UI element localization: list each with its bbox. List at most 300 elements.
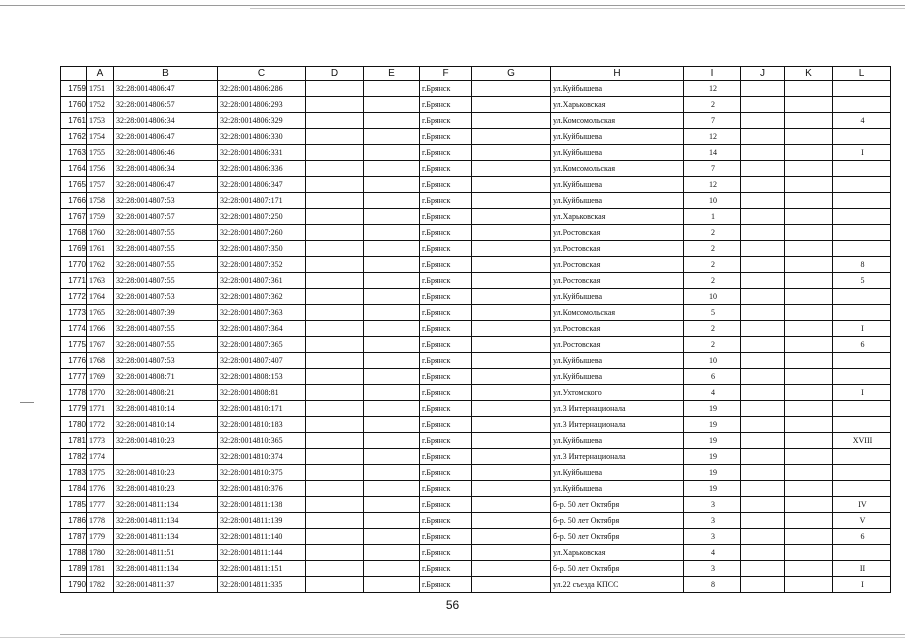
cell-d[interactable] [306,417,364,433]
cell-k[interactable] [785,81,833,97]
cell-c[interactable]: 32:28:0014807:364 [218,321,306,337]
cell-j[interactable] [741,321,785,337]
cell-h[interactable]: ул.Харьковская [551,97,684,113]
cell-l[interactable] [833,241,891,257]
cell-g[interactable] [472,225,551,241]
cell-i[interactable]: 2 [684,97,741,113]
cell-j[interactable] [741,385,785,401]
row-number-cell[interactable]: 1776 [61,353,87,369]
cell-j[interactable] [741,305,785,321]
cell-i[interactable]: 19 [684,481,741,497]
cell-d[interactable] [306,433,364,449]
cell-i[interactable]: 2 [684,273,741,289]
column-header-b[interactable]: B [114,67,218,81]
cell-g[interactable] [472,465,551,481]
cell-j[interactable] [741,257,785,273]
cell-a[interactable]: 1782 [87,577,114,593]
cell-i[interactable]: 6 [684,369,741,385]
row-number-cell[interactable]: 1788 [61,545,87,561]
cell-a[interactable]: 1767 [87,337,114,353]
column-header-i[interactable]: I [684,67,741,81]
cell-h[interactable]: ул.Куйбышева [551,369,684,385]
cell-h[interactable]: ул.Ростовская [551,273,684,289]
cell-f[interactable]: г.Брянск [420,177,472,193]
cell-e[interactable] [364,353,420,369]
cell-j[interactable] [741,289,785,305]
cell-b[interactable]: 32:28:0014811:51 [114,545,218,561]
cell-i[interactable]: 19 [684,465,741,481]
cell-d[interactable] [306,145,364,161]
cell-f[interactable]: г.Брянск [420,289,472,305]
cell-e[interactable] [364,257,420,273]
cell-a[interactable]: 1781 [87,561,114,577]
cell-b[interactable]: 32:28:0014806:47 [114,81,218,97]
cell-f[interactable]: г.Брянск [420,353,472,369]
cell-j[interactable] [741,465,785,481]
cell-j[interactable] [741,513,785,529]
cell-h[interactable]: ул.Ростовская [551,321,684,337]
cell-k[interactable] [785,449,833,465]
cell-g[interactable] [472,289,551,305]
row-number-cell[interactable]: 1774 [61,321,87,337]
cell-c[interactable]: 32:28:0014806:331 [218,145,306,161]
cell-k[interactable] [785,529,833,545]
cell-c[interactable]: 32:28:0014811:138 [218,497,306,513]
cell-a[interactable]: 1766 [87,321,114,337]
cell-i[interactable]: 19 [684,433,741,449]
cell-k[interactable] [785,577,833,593]
column-header-c[interactable]: C [218,67,306,81]
row-number-cell[interactable]: 1775 [61,337,87,353]
cell-c[interactable]: 32:28:0014806:330 [218,129,306,145]
cell-e[interactable] [364,113,420,129]
cell-k[interactable] [785,161,833,177]
cell-k[interactable] [785,385,833,401]
cell-c[interactable]: 32:28:0014810:375 [218,465,306,481]
cell-l[interactable] [833,161,891,177]
cell-h[interactable]: б-р. 50 лет Октября [551,513,684,529]
cell-c[interactable]: 32:28:0014810:171 [218,401,306,417]
column-header-f[interactable]: F [420,67,472,81]
row-number-cell[interactable]: 1773 [61,305,87,321]
cell-d[interactable] [306,97,364,113]
cell-b[interactable]: 32:28:0014806:47 [114,177,218,193]
cell-e[interactable] [364,561,420,577]
cell-c[interactable]: 32:28:0014807:361 [218,273,306,289]
cell-j[interactable] [741,241,785,257]
cell-f[interactable]: г.Брянск [420,305,472,321]
cell-h[interactable]: ул.Куйбышева [551,353,684,369]
cell-g[interactable] [472,193,551,209]
cell-a[interactable]: 1773 [87,433,114,449]
cell-b[interactable]: 32:28:0014807:55 [114,225,218,241]
cell-l[interactable]: IV [833,497,891,513]
cell-l[interactable] [833,369,891,385]
cell-e[interactable] [364,209,420,225]
cell-g[interactable] [472,241,551,257]
cell-k[interactable] [785,337,833,353]
cell-a[interactable]: 1760 [87,225,114,241]
cell-a[interactable]: 1764 [87,289,114,305]
cell-h[interactable]: ул.Куйбышева [551,81,684,97]
cell-a[interactable]: 1771 [87,401,114,417]
cell-i[interactable]: 1 [684,209,741,225]
cell-d[interactable] [306,161,364,177]
cell-h[interactable]: ул.Куйбышева [551,129,684,145]
cell-l[interactable] [833,305,891,321]
cell-a[interactable]: 1761 [87,241,114,257]
cell-b[interactable] [114,449,218,465]
cell-b[interactable]: 32:28:0014811:134 [114,497,218,513]
cell-d[interactable] [306,481,364,497]
cell-d[interactable] [306,273,364,289]
cell-g[interactable] [472,481,551,497]
cell-l[interactable] [833,481,891,497]
cell-k[interactable] [785,289,833,305]
cell-e[interactable] [364,321,420,337]
cell-e[interactable] [364,337,420,353]
cell-c[interactable]: 32:28:0014811:140 [218,529,306,545]
cell-g[interactable] [472,97,551,113]
cell-b[interactable]: 32:28:0014811:37 [114,577,218,593]
cell-b[interactable]: 32:28:0014806:34 [114,113,218,129]
cell-i[interactable]: 12 [684,81,741,97]
cell-h[interactable]: б-р. 50 лет Октября [551,497,684,513]
cell-h[interactable]: ул.Комсомольская [551,113,684,129]
cell-l[interactable] [833,129,891,145]
cell-c[interactable]: 32:28:0014811:139 [218,513,306,529]
row-number-cell[interactable]: 1760 [61,97,87,113]
corner-header-cell[interactable] [61,67,87,81]
cell-a[interactable]: 1779 [87,529,114,545]
cell-c[interactable]: 32:28:0014806:336 [218,161,306,177]
cell-d[interactable] [306,177,364,193]
cell-k[interactable] [785,241,833,257]
cell-c[interactable]: 32:28:0014810:365 [218,433,306,449]
cell-g[interactable] [472,273,551,289]
cell-j[interactable] [741,353,785,369]
column-header-l[interactable]: L [833,67,891,81]
cell-d[interactable] [306,81,364,97]
cell-d[interactable] [306,353,364,369]
cell-j[interactable] [741,97,785,113]
cell-f[interactable]: г.Брянск [420,433,472,449]
cell-k[interactable] [785,433,833,449]
cell-a[interactable]: 1774 [87,449,114,465]
cell-g[interactable] [472,385,551,401]
row-number-cell[interactable]: 1762 [61,129,87,145]
cell-a[interactable]: 1768 [87,353,114,369]
cell-g[interactable] [472,561,551,577]
cell-c[interactable]: 32:28:0014808:153 [218,369,306,385]
cell-h[interactable]: ул.Куйбышева [551,481,684,497]
cell-f[interactable]: г.Брянск [420,561,472,577]
cell-h[interactable]: ул.Куйбышева [551,289,684,305]
cell-k[interactable] [785,369,833,385]
cell-k[interactable] [785,113,833,129]
cell-b[interactable]: 32:28:0014807:55 [114,273,218,289]
cell-k[interactable] [785,561,833,577]
cell-c[interactable]: 32:28:0014806:347 [218,177,306,193]
cell-j[interactable] [741,81,785,97]
cell-l[interactable] [833,193,891,209]
cell-i[interactable]: 7 [684,161,741,177]
cell-b[interactable]: 32:28:0014807:55 [114,257,218,273]
cell-d[interactable] [306,209,364,225]
cell-i[interactable]: 12 [684,129,741,145]
cell-l[interactable] [833,401,891,417]
cell-k[interactable] [785,481,833,497]
cell-k[interactable] [785,273,833,289]
cell-e[interactable] [364,417,420,433]
cell-j[interactable] [741,161,785,177]
cell-c[interactable]: 32:28:0014807:362 [218,289,306,305]
cell-f[interactable]: г.Брянск [420,113,472,129]
cell-h[interactable]: ул.Ростовская [551,225,684,241]
cell-c[interactable]: 32:28:0014806:286 [218,81,306,97]
cell-k[interactable] [785,401,833,417]
cell-i[interactable]: 2 [684,241,741,257]
row-number-cell[interactable]: 1765 [61,177,87,193]
cell-i[interactable]: 2 [684,337,741,353]
cell-e[interactable] [364,241,420,257]
cell-b[interactable]: 32:28:0014810:23 [114,481,218,497]
cell-a[interactable]: 1758 [87,193,114,209]
cell-j[interactable] [741,129,785,145]
cell-c[interactable]: 32:28:0014810:376 [218,481,306,497]
cell-d[interactable] [306,465,364,481]
cell-c[interactable]: 32:28:0014810:374 [218,449,306,465]
cell-e[interactable] [364,433,420,449]
cell-b[interactable]: 32:28:0014811:134 [114,561,218,577]
cell-a[interactable]: 1780 [87,545,114,561]
cell-f[interactable]: г.Брянск [420,417,472,433]
cell-j[interactable] [741,561,785,577]
cell-d[interactable] [306,545,364,561]
row-number-cell[interactable]: 1783 [61,465,87,481]
cell-j[interactable] [741,225,785,241]
cell-b[interactable]: 32:28:0014810:23 [114,433,218,449]
cell-e[interactable] [364,225,420,241]
cell-k[interactable] [785,305,833,321]
cell-h[interactable]: ул.3 Интернационала [551,401,684,417]
cell-d[interactable] [306,257,364,273]
cell-g[interactable] [472,353,551,369]
cell-f[interactable]: г.Брянск [420,401,472,417]
cell-f[interactable]: г.Брянск [420,545,472,561]
cell-d[interactable] [306,529,364,545]
cell-i[interactable]: 8 [684,577,741,593]
cell-g[interactable] [472,529,551,545]
cell-i[interactable]: 2 [684,321,741,337]
cell-b[interactable]: 32:28:0014807:55 [114,337,218,353]
cell-b[interactable]: 32:28:0014806:57 [114,97,218,113]
cell-a[interactable]: 1772 [87,417,114,433]
row-number-cell[interactable]: 1771 [61,273,87,289]
row-number-cell[interactable]: 1767 [61,209,87,225]
row-number-cell[interactable]: 1782 [61,449,87,465]
cell-l[interactable] [833,177,891,193]
cell-j[interactable] [741,401,785,417]
row-number-cell[interactable]: 1770 [61,257,87,273]
cell-e[interactable] [364,193,420,209]
cell-l[interactable]: 6 [833,337,891,353]
cell-b[interactable]: 32:28:0014806:47 [114,129,218,145]
cell-a[interactable]: 1759 [87,209,114,225]
cell-j[interactable] [741,337,785,353]
cell-d[interactable] [306,225,364,241]
cell-g[interactable] [472,497,551,513]
row-number-cell[interactable]: 1781 [61,433,87,449]
cell-k[interactable] [785,465,833,481]
cell-h[interactable]: б-р. 50 лет Октября [551,561,684,577]
cell-a[interactable]: 1775 [87,465,114,481]
cell-i[interactable]: 3 [684,497,741,513]
cell-l[interactable]: I [833,145,891,161]
cell-e[interactable] [364,577,420,593]
cell-k[interactable] [785,545,833,561]
cell-b[interactable]: 32:28:0014807:53 [114,289,218,305]
cell-j[interactable] [741,545,785,561]
row-number-cell[interactable]: 1763 [61,145,87,161]
row-number-cell[interactable]: 1785 [61,497,87,513]
cell-g[interactable] [472,321,551,337]
row-number-cell[interactable]: 1786 [61,513,87,529]
cell-a[interactable]: 1765 [87,305,114,321]
cell-k[interactable] [785,209,833,225]
cell-b[interactable]: 32:28:0014810:23 [114,465,218,481]
cell-d[interactable] [306,513,364,529]
cell-e[interactable] [364,465,420,481]
cell-k[interactable] [785,321,833,337]
cell-d[interactable] [306,289,364,305]
cell-l[interactable] [833,209,891,225]
cell-l[interactable]: 8 [833,257,891,273]
cell-e[interactable] [364,145,420,161]
cell-g[interactable] [472,577,551,593]
row-number-cell[interactable]: 1772 [61,289,87,305]
cell-e[interactable] [364,401,420,417]
cell-a[interactable]: 1763 [87,273,114,289]
cell-j[interactable] [741,113,785,129]
cell-e[interactable] [364,273,420,289]
cell-b[interactable]: 32:28:0014811:134 [114,513,218,529]
cell-f[interactable]: г.Брянск [420,321,472,337]
cell-c[interactable]: 32:28:0014807:350 [218,241,306,257]
cell-e[interactable] [364,385,420,401]
cell-b[interactable]: 32:28:0014807:57 [114,209,218,225]
cell-f[interactable]: г.Брянск [420,145,472,161]
cell-i[interactable]: 3 [684,513,741,529]
cell-k[interactable] [785,225,833,241]
cell-i[interactable]: 5 [684,305,741,321]
cell-d[interactable] [306,497,364,513]
cell-l[interactable]: 6 [833,529,891,545]
cell-h[interactable]: ул.Куйбышева [551,465,684,481]
cell-j[interactable] [741,417,785,433]
cell-f[interactable]: г.Брянск [420,385,472,401]
cell-d[interactable] [306,305,364,321]
cell-k[interactable] [785,353,833,369]
cell-i[interactable]: 19 [684,449,741,465]
cell-d[interactable] [306,113,364,129]
cell-b[interactable]: 32:28:0014808:71 [114,369,218,385]
cell-f[interactable]: г.Брянск [420,337,472,353]
cell-f[interactable]: г.Брянск [420,513,472,529]
cell-k[interactable] [785,513,833,529]
cell-h[interactable]: ул.Куйбышева [551,193,684,209]
cell-h[interactable]: ул.Куйбышева [551,433,684,449]
cell-f[interactable]: г.Брянск [420,273,472,289]
cell-g[interactable] [472,177,551,193]
cell-f[interactable]: г.Брянск [420,97,472,113]
cell-f[interactable]: г.Брянск [420,481,472,497]
cell-e[interactable] [364,177,420,193]
cell-l[interactable] [833,545,891,561]
column-header-k[interactable]: K [785,67,833,81]
cell-d[interactable] [306,369,364,385]
cell-j[interactable] [741,145,785,161]
cell-d[interactable] [306,337,364,353]
cell-c[interactable]: 32:28:0014811:335 [218,577,306,593]
cell-a[interactable]: 1769 [87,369,114,385]
cell-b[interactable]: 32:28:0014808:21 [114,385,218,401]
cell-a[interactable]: 1757 [87,177,114,193]
cell-h[interactable]: ул.Харьковская [551,545,684,561]
cell-e[interactable] [364,129,420,145]
cell-f[interactable]: г.Брянск [420,209,472,225]
cell-f[interactable]: г.Брянск [420,225,472,241]
cell-f[interactable]: г.Брянск [420,369,472,385]
row-number-cell[interactable]: 1766 [61,193,87,209]
column-header-j[interactable]: J [741,67,785,81]
cell-i[interactable]: 10 [684,193,741,209]
cell-g[interactable] [472,113,551,129]
cell-b[interactable]: 32:28:0014807:55 [114,241,218,257]
cell-c[interactable]: 32:28:0014807:352 [218,257,306,273]
cell-d[interactable] [306,385,364,401]
cell-b[interactable]: 32:28:0014810:14 [114,417,218,433]
cell-a[interactable]: 1754 [87,129,114,145]
cell-f[interactable]: г.Брянск [420,161,472,177]
cell-h[interactable]: ул.Куйбышева [551,145,684,161]
cell-j[interactable] [741,449,785,465]
cell-g[interactable] [472,401,551,417]
cell-g[interactable] [472,449,551,465]
cell-l[interactable]: 4 [833,113,891,129]
cell-e[interactable] [364,529,420,545]
cell-l[interactable] [833,449,891,465]
cell-a[interactable]: 1762 [87,257,114,273]
cell-b[interactable]: 32:28:0014806:46 [114,145,218,161]
cell-h[interactable]: ул.3 Интернационала [551,449,684,465]
cell-i[interactable]: 10 [684,353,741,369]
cell-i[interactable]: 10 [684,289,741,305]
cell-a[interactable]: 1770 [87,385,114,401]
cell-h[interactable]: ул.Комсомольская [551,161,684,177]
cell-i[interactable]: 19 [684,417,741,433]
cell-i[interactable]: 7 [684,113,741,129]
row-number-cell[interactable]: 1761 [61,113,87,129]
cell-g[interactable] [472,305,551,321]
cell-f[interactable]: г.Брянск [420,81,472,97]
cell-e[interactable] [364,369,420,385]
cell-g[interactable] [472,81,551,97]
cell-l[interactable]: 5 [833,273,891,289]
cell-b[interactable]: 32:28:0014807:39 [114,305,218,321]
cell-k[interactable] [785,177,833,193]
cell-j[interactable] [741,209,785,225]
